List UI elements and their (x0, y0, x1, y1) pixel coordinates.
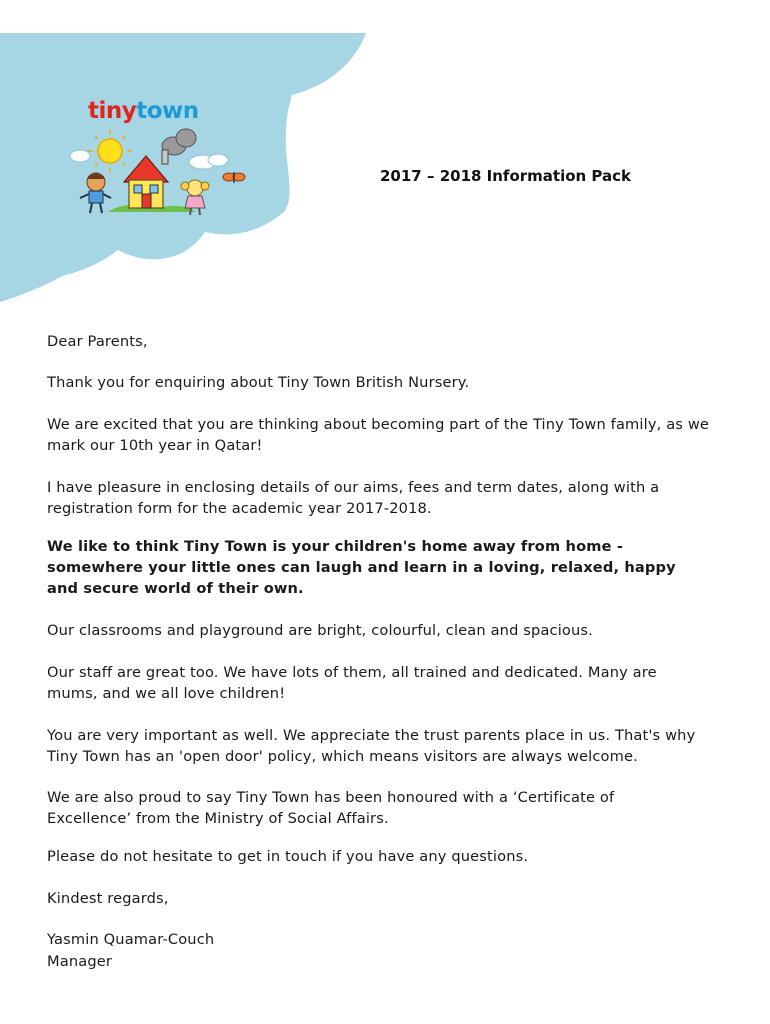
letter-greeting: Dear Parents, (47, 333, 148, 350)
sun-icon (88, 129, 132, 173)
letter-paragraph-highlight: We like to think Tiny Town is your children's home away from home - somewhere your little ones can laugh and learn in a loving, relaxed, happy and secure world of their own. (47, 538, 676, 597)
letter-paragraph: You are very important as well. We appreciate the trust parents place in us. That's why Tiny Town has an 'open door' policy, which means visitors are always welcome. (47, 727, 696, 765)
logo-word-town: town (136, 98, 199, 124)
page-title: 2017 – 2018 Information Pack (380, 167, 632, 185)
logo-word-tiny: tiny (88, 98, 137, 124)
letter-paragraph: We are excited that you are thinking about becoming part of the Tiny Town family, as we mark our 10th year in Qatar! (47, 416, 710, 454)
butterfly-icon (223, 172, 245, 183)
signer-title: Manager (47, 953, 113, 970)
letter-paragraph: Thank you for enquiring about Tiny Town British Nursery. (47, 374, 470, 391)
letter-paragraph: We are also proud to say Tiny Town has been honoured with a ‘Certificate of Excellence’ from the Ministry of Social Affairs. (47, 789, 615, 827)
letter-paragraph: Our staff are great too. We have lots of them, all trained and dedicated. Many are mums, and we all love children! (47, 664, 657, 702)
letter-paragraph: Please do not hesitate to get in touch if you have any questions. (47, 848, 529, 865)
letter-paragraph: I have pleasure in enclosing details of our aims, fees and term dates, along with a registration form for the academic year 2017-2018. (47, 479, 660, 517)
logo-illustration (68, 124, 248, 216)
house-icon (124, 150, 168, 208)
tiny-town-logo (88, 98, 199, 124)
boy-figure-icon (80, 173, 111, 213)
letter-paragraph: Our classrooms and playground are bright, colourful, clean and spacious. (47, 622, 593, 639)
letter-closing: Kindest regards, (47, 890, 169, 907)
signer-name: Yasmin Quamar-Couch (47, 931, 215, 948)
